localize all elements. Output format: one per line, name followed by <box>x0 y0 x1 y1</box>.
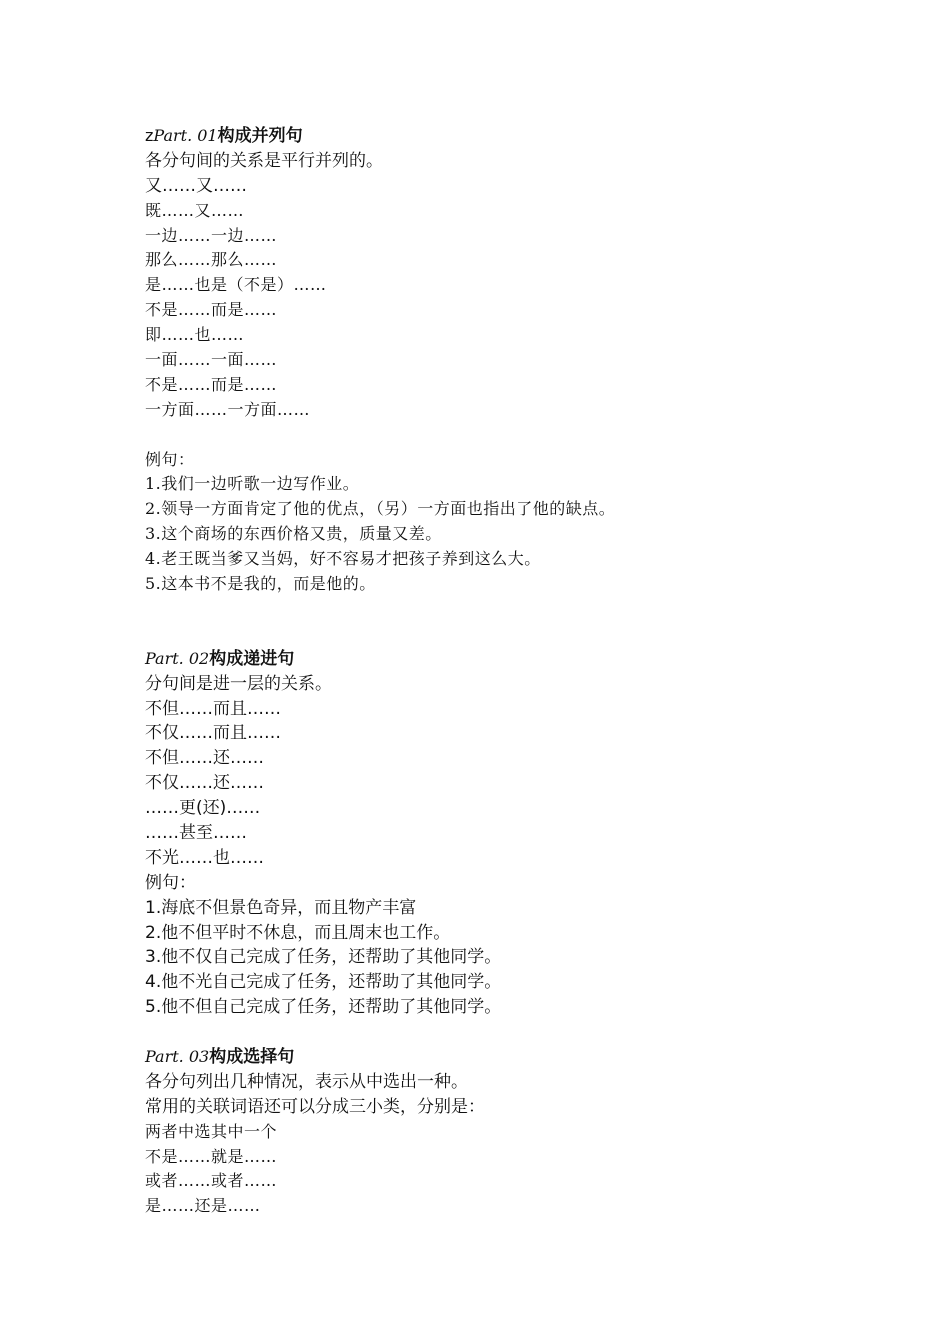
pattern-item: 又……又…… <box>145 175 247 196</box>
pattern-item: 不仅……而且…… <box>145 723 281 744</box>
example-label: 例句： <box>145 449 195 469</box>
part-label: Part. 03 <box>145 1046 210 1066</box>
section-3-heading <box>145 1045 905 1070</box>
example-sentence: 2.领导一方面肯定了他的优点，（另）一方面也指出了他的缺点。 <box>145 499 616 519</box>
example-label: 例句： <box>145 872 196 893</box>
section-2-heading <box>145 647 905 672</box>
subheading: 两者中选其中一个 <box>145 1121 278 1141</box>
section-description: 分句间是进一层的关系。 <box>145 673 332 694</box>
pattern-item: ……更(还)…… <box>145 798 261 819</box>
pattern-item: ……甚至…… <box>145 822 247 843</box>
pattern-item: 不光……也…… <box>145 847 264 868</box>
section-title: 构成选择句 <box>209 1046 295 1067</box>
pattern-item: 不但……而且…… <box>145 698 281 719</box>
pattern-item: 不仅……还…… <box>145 773 264 794</box>
pattern-item: 一方面……一方面…… <box>145 399 311 419</box>
document-page <box>145 124 905 1219</box>
example-sentence: 1.海底不但景色奇异，而且物产丰富 <box>145 897 417 918</box>
section-description-2: 常用的关联词语还可以分成三小类，分别是： <box>145 1096 485 1117</box>
example-sentence: 4.他不光自己完成了任务，还帮助了其他同学。 <box>145 972 502 993</box>
example-sentence: 5.这本书不是我的，而是他的。 <box>145 574 376 594</box>
example-sentence: 4.老王既当爹又当妈，好不容易才把孩子养到这么大。 <box>145 549 541 569</box>
pattern-item: 不是……而是…… <box>145 300 278 320</box>
heading-prefix: z <box>145 126 154 145</box>
section-1-heading <box>145 124 905 149</box>
pattern-item: 一边……一边…… <box>145 225 278 245</box>
pattern-item: 那么……那么…… <box>145 250 278 270</box>
example-sentence: 1.我们一边听歌一边写作业。 <box>145 474 360 494</box>
pattern-item: 即……也…… <box>145 325 245 345</box>
pattern-item: 不是……而是…… <box>145 374 278 394</box>
pattern-item: 或者……或者…… <box>145 1171 278 1191</box>
pattern-item: 不是……就是…… <box>145 1146 278 1166</box>
pattern-item: 一面……一面…… <box>145 350 278 370</box>
example-sentence: 2.他不但平时不休息，而且周末也工作。 <box>145 922 451 943</box>
example-sentence: 5.他不但自己完成了任务，还帮助了其他同学。 <box>145 997 502 1018</box>
part-label: Part. 01 <box>153 126 218 145</box>
pattern-item: 是……也是（不是）…… <box>145 275 327 295</box>
example-sentence: 3.这个商场的东西价格又贵，质量又差。 <box>145 524 442 544</box>
section-description: 各分句列出几种情况，表示从中选出一种。 <box>145 1071 468 1092</box>
section-title: 构成递进句 <box>209 648 295 669</box>
section-description: 各分句间的关系是平行并列的。 <box>145 150 383 171</box>
example-sentence: 3.他不仅自己完成了任务，还帮助了其他同学。 <box>145 947 502 968</box>
pattern-item: 既……又…… <box>145 200 245 220</box>
pattern-item: 是……还是…… <box>145 1196 261 1216</box>
pattern-item: 不但……还…… <box>145 748 264 769</box>
part-label: Part. 02 <box>145 648 210 668</box>
section-title: 构成并列句 <box>217 126 303 146</box>
